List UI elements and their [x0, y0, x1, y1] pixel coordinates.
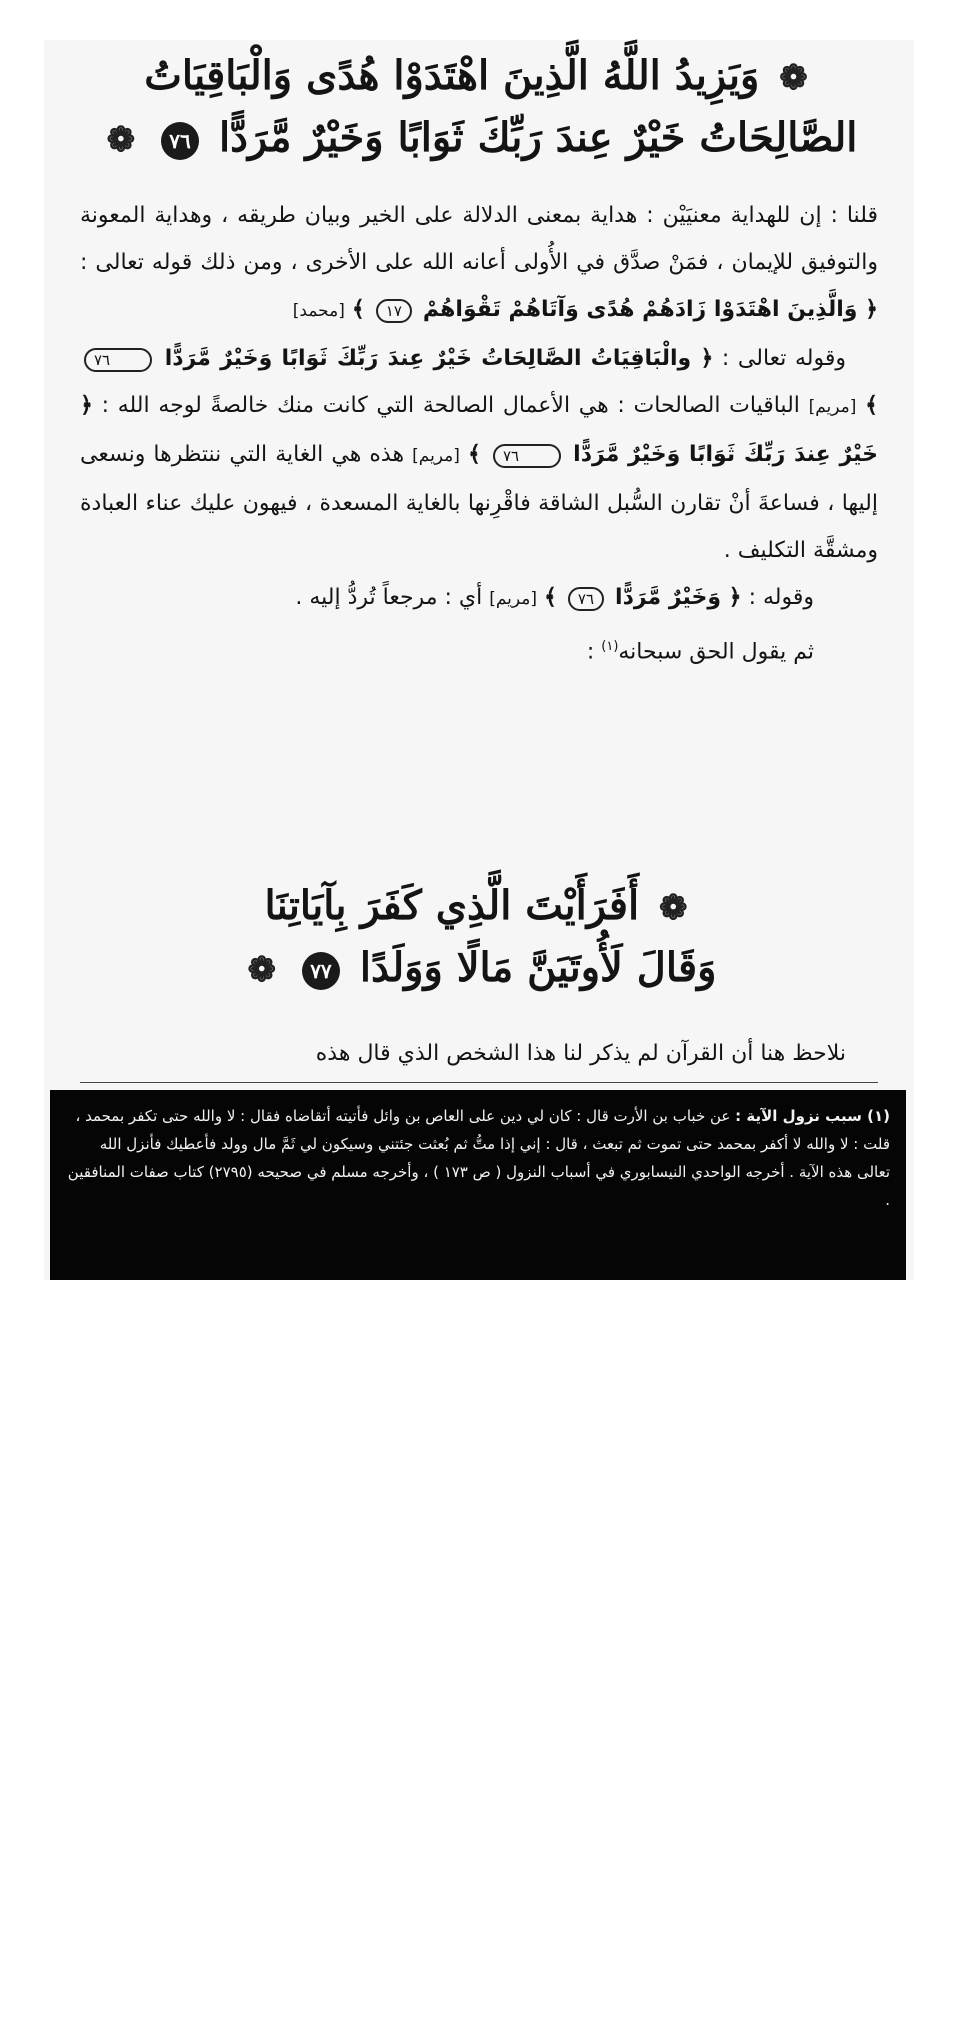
paragraph-then: ثم يقول الحق سبحانه$^{(١)}$ : [586, 639, 814, 665]
quote: ﴿ وَالَّذِينَ اهْتَدَوْا زَادَهُمْ هُدًى وَآتَاهُمْ تَقْوَاهُمْ [422, 297, 878, 322]
verse-ornament-icon: ❁ [779, 58, 808, 98]
commentary-block-1 [80, 192, 878, 675]
quran-verse-top [44, 46, 914, 170]
paragraph-observe: نلاحظ هنا أن القرآن لم يذكر لنا هذا الشخص الذي قال هذه [315, 1041, 846, 1066]
paragraph-maradda: وقوله : ﴿ وَخَيْرٌ مَّرَدًّا ٧٦ ﴾ [مريم] أي : مرجعاً تُردُّ إليه . [295, 585, 814, 610]
footnote-text: عن خباب بن الأرت قال : كان لي دين على العاص بن وائل فأتيته أتقاضاه فقال : لا والله حتى تكفر بمحمد ، قلت : لا والله لا أكفر بمحمد حتى تموت ثم تبعث ، قال : إني إذا متُّ ثم بُعثت جئتني وسيكون لي ثَمَّ مال وولد فأعطيك فأنزل الله تعالى هذه الآية . أخرجه الواحدي النيسابوري في أسباب النزول ( ص ١٧٣ ) ، وأخرجه مسلم في صحيحه (٢٧٩٥) كتاب صفات المنافقين . [67, 1107, 890, 1209]
verse-top-line2: الصَّالِحَاتُ خَيْرٌ عِندَ رَبِّكَ ثَوَابًا وَخَيْرٌ مَّرَدًّا ٧٦ ❁ [44, 108, 914, 170]
verse-ornament-icon: ❁ [106, 120, 136, 160]
quote: ﴿ وَخَيْرٌ مَّرَدًّا [615, 585, 742, 610]
quote: ﴿ والْبَاقِيَاتُ الصَّالِحَاتُ خَيْرٌ عِندَ رَبِّكَ ثَوَابًا وَخَيْرٌ مَّرَدًّا [164, 346, 714, 371]
verse-number-badge: ٧٦ [493, 444, 561, 468]
surah-reference: [مريم] [412, 446, 460, 466]
book-page [44, 40, 914, 1280]
verse-number-badge: ٧٦ [568, 587, 604, 611]
footnote-marker: (١) [601, 639, 619, 654]
ayah-number-badge: ٧٧ [302, 952, 340, 990]
footnote-box [50, 1090, 906, 1280]
verse-ornament-icon: ❁ [659, 888, 688, 928]
surah-reference: [مريم] [808, 397, 857, 417]
verse-number-badge: ٧٦ [84, 348, 152, 372]
paragraph-guidance: قلنا : إن للهداية معنيَيْن : هداية بمعنى الدلالة على الخير وبيان طريقه ، وهداية المعونة والتوفيق للإيمان ، فمَنْ صدَّق في الأُولى أعانه الله على الأخرى ، ومن ذلك قوله تعالى : ﴿ وَالَّذِينَ اهْتَدَوْا زَادَهُمْ هُدًى وَآتَاهُمْ تَقْوَاهُمْ ١٧ ﴾ [محمد] [80, 203, 878, 322]
verse-top-line1: ❁ وَيَزِيدُ اللَّهُ الَّذِينَ اهْتَدَوْا هُدًى وَالْبَاقِيَاتُ [44, 46, 914, 108]
verse-ornament-icon: ❁ [247, 950, 276, 990]
verse-mid-line1: ❁ أَفَرَأَيْتَ الَّذِي كَفَرَ بِآيَاتِنَا [44, 876, 914, 938]
ayah-number-badge: ٧٦ [161, 122, 199, 160]
verse-number-badge: ١٧ [376, 299, 412, 323]
footnote-heading: (١) سبب نزول الآية : [735, 1107, 890, 1125]
surah-reference: [محمد] [292, 301, 345, 321]
quran-verse-mid [44, 876, 914, 1000]
verse-mid-line2: وَقَالَ لَأُوتَيَنَّ مَالًا وَوَلَدًا ٧٧ ❁ [44, 938, 914, 1000]
commentary-block-2 [80, 1030, 878, 1077]
paragraph-baqiyat: وقوله تعالى : ﴿ والْبَاقِيَاتُ الصَّالِحَاتُ خَيْرٌ عِندَ رَبِّكَ ثَوَابًا وَخَيْرٌ مَّرَدًّا ٧٦ ﴾ [مريم] الباقيات الصالحات : هي الأعمال الصالحة التي كانت منك خالصةً لوجه الله : ﴿ خَيْرٌ عِندَ رَبِّكَ ثَوَابًا وَخَيْرٌ مَّرَدًّا ٧٦ ﴾ [مريم] هذه هي الغاية التي ننتظرها ونسعى إليها ، فساعةَ أنْ تقارن السُّبل الشاقة فاقْرِنها بالغاية المسعدة ، فيهون عليك عناء العبادة ومشقَّة التكليف . [80, 346, 879, 563]
surah-reference: [مريم] [489, 589, 538, 609]
footnote-divider [80, 1082, 878, 1083]
quote: ﴿ خَيْرٌ عِندَ رَبِّكَ ثَوَابًا وَخَيْرٌ مَّرَدًّا [80, 393, 878, 467]
